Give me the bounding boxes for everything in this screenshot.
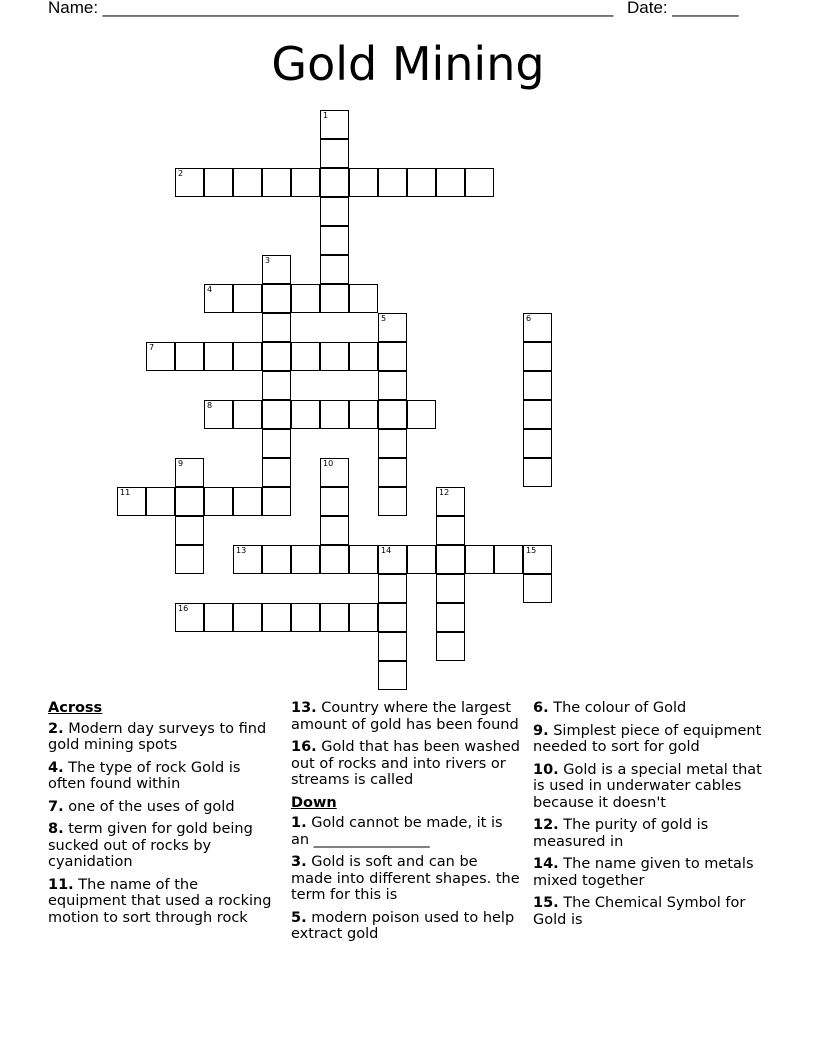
grid-cell[interactable] <box>204 603 233 632</box>
grid-cell[interactable] <box>291 168 320 197</box>
grid-cell[interactable] <box>523 429 552 458</box>
grid-cell[interactable] <box>204 284 233 313</box>
clue-across-16: 16. Gold that has been washed out of rocks and into rivers or streams is called <box>291 739 520 788</box>
grid-cell[interactable] <box>320 168 349 197</box>
clue-column-1 <box>48 700 280 932</box>
grid-cell[interactable] <box>523 574 552 603</box>
grid-cell[interactable] <box>523 545 552 574</box>
clue-across-4: 4. The type of rock Gold is often found within <box>48 759 241 792</box>
clue-across-8: 8. term given for gold being sucked out of rocks by cyanidation <box>48 821 253 870</box>
grid-cell[interactable] <box>378 603 407 632</box>
clue-number-8: 8 <box>207 401 213 410</box>
clue-across-2: 2. Modern day surveys to find gold mining spots <box>48 720 267 753</box>
grid-cell[interactable] <box>320 197 349 226</box>
grid-cell[interactable] <box>436 632 465 661</box>
grid-cell[interactable] <box>436 603 465 632</box>
clue-across-11: 11. The name of the equipment that used a rocking motion to sort through rock <box>48 876 272 926</box>
clue-down-10: 10. Gold is a special metal that is used in underwater cables because it doesn't <box>533 761 762 811</box>
grid-cell[interactable] <box>146 487 175 516</box>
clue-number-10: 10 <box>323 459 334 468</box>
grid-cell[interactable] <box>262 400 291 429</box>
grid-cell[interactable] <box>320 487 349 516</box>
grid-cell[interactable] <box>523 400 552 429</box>
grid-cell[interactable] <box>436 545 465 574</box>
clue-down-15: 15. The Chemical Symbol for Gold is <box>533 895 746 928</box>
grid-cell[interactable] <box>204 168 233 197</box>
grid-cell[interactable] <box>523 342 552 371</box>
grid-cell[interactable] <box>523 371 552 400</box>
clue-number-13: 13 <box>236 546 247 555</box>
across-heading: Across <box>48 700 103 716</box>
grid-cell[interactable] <box>291 400 320 429</box>
grid-cell[interactable] <box>378 458 407 487</box>
grid-cell[interactable] <box>262 603 291 632</box>
grid-cell[interactable] <box>378 168 407 197</box>
grid-cell[interactable] <box>436 516 465 545</box>
clue-number-12: 12 <box>439 488 450 497</box>
grid-cell[interactable] <box>291 603 320 632</box>
grid-cell[interactable] <box>407 545 436 574</box>
clue-column-2 <box>291 700 523 949</box>
grid-cell[interactable] <box>262 458 291 487</box>
grid-cell[interactable] <box>291 342 320 371</box>
grid-cell[interactable] <box>378 342 407 371</box>
grid-cell[interactable] <box>494 545 523 574</box>
clue-number-6: 6 <box>526 314 532 323</box>
clue-number-3: 3 <box>265 256 271 265</box>
grid-cell[interactable] <box>175 516 204 545</box>
grid-cell[interactable] <box>320 458 349 487</box>
grid-cell[interactable] <box>436 168 465 197</box>
grid-cell[interactable] <box>349 545 378 574</box>
grid-cell[interactable] <box>291 284 320 313</box>
grid-cell[interactable] <box>204 400 233 429</box>
grid-cell[interactable] <box>465 168 494 197</box>
clue-number-5: 5 <box>381 314 387 323</box>
grid-cell[interactable] <box>233 545 262 574</box>
clue-number-7: 7 <box>149 343 155 352</box>
grid-cell[interactable] <box>291 545 320 574</box>
name-field-line: Name: ______________________________________________________ <box>48 0 614 17</box>
grid-cell[interactable] <box>320 255 349 284</box>
clue-number-15: 15 <box>526 546 537 555</box>
grid-cell[interactable] <box>320 284 349 313</box>
grid-cell[interactable] <box>349 603 378 632</box>
grid-cell[interactable] <box>378 313 407 342</box>
grid-cell[interactable] <box>436 487 465 516</box>
clue-down-1: 1. Gold cannot be made, it is an ________________ <box>291 815 503 848</box>
grid-cell[interactable] <box>349 168 378 197</box>
grid-cell[interactable] <box>233 400 262 429</box>
date-field-line: Date: _______ <box>627 0 739 17</box>
page-title: Gold Mining <box>271 37 545 91</box>
grid-cell[interactable] <box>378 487 407 516</box>
grid-cell[interactable] <box>262 284 291 313</box>
grid-cell[interactable] <box>349 342 378 371</box>
grid-cell[interactable] <box>204 342 233 371</box>
clue-down-9: 9. Simplest piece of equipment needed to sort for gold <box>533 722 762 755</box>
grid-cell[interactable] <box>262 545 291 574</box>
grid-cell[interactable] <box>378 574 407 603</box>
clue-down-12: 12. The purity of gold is measured in <box>533 817 709 850</box>
grid-cell[interactable] <box>407 168 436 197</box>
grid-cell[interactable] <box>262 429 291 458</box>
grid-cell[interactable] <box>378 371 407 400</box>
clue-column-3 <box>533 700 765 934</box>
grid-cell[interactable] <box>378 429 407 458</box>
clue-number-9: 9 <box>178 459 184 468</box>
grid-cell[interactable] <box>523 458 552 487</box>
grid-cell[interactable] <box>175 458 204 487</box>
clue-down-6: 6. The colour of Gold <box>533 700 687 716</box>
grid-cell[interactable] <box>262 313 291 342</box>
clue-number-11: 11 <box>120 488 131 497</box>
clue-number-16: 16 <box>178 604 189 613</box>
grid-cell[interactable] <box>175 603 204 632</box>
grid-cell[interactable] <box>465 545 494 574</box>
grid-cell[interactable] <box>320 139 349 168</box>
clue-down-3: 3. Gold is soft and can be made into different shapes. the term for this is <box>291 854 520 903</box>
grid-cell[interactable] <box>407 400 436 429</box>
clue-across-13: 13. Country where the largest amount of gold has been found <box>291 700 519 733</box>
grid-cell[interactable] <box>146 342 175 371</box>
grid-cell[interactable] <box>320 342 349 371</box>
grid-cell[interactable] <box>262 168 291 197</box>
grid-cell[interactable] <box>378 661 407 690</box>
grid-cell[interactable] <box>378 400 407 429</box>
grid-cell[interactable] <box>117 487 146 516</box>
grid-cell[interactable] <box>233 603 262 632</box>
grid-cell[interactable] <box>233 168 262 197</box>
grid-cell[interactable] <box>378 632 407 661</box>
grid-cell[interactable] <box>320 110 349 139</box>
grid-cell[interactable] <box>262 371 291 400</box>
clue-down-14: 14. The name given to metals mixed together <box>533 856 754 889</box>
grid-cell[interactable] <box>349 284 378 313</box>
grid-cell[interactable] <box>523 313 552 342</box>
grid-cell[interactable] <box>436 574 465 603</box>
down-heading: Down <box>291 794 337 811</box>
grid-cell[interactable] <box>349 400 378 429</box>
grid-cell[interactable] <box>175 487 204 516</box>
clue-number-14: 14 <box>381 546 392 555</box>
clue-number-1: 1 <box>323 111 329 120</box>
grid-cell[interactable] <box>175 168 204 197</box>
grid-cell[interactable] <box>320 545 349 574</box>
clue-number-2: 2 <box>178 169 184 178</box>
grid-cell[interactable] <box>320 516 349 545</box>
grid-cell[interactable] <box>175 545 204 574</box>
grid-cell[interactable] <box>233 342 262 371</box>
grid-cell[interactable] <box>262 487 291 516</box>
grid-cell[interactable] <box>320 226 349 255</box>
grid-cell[interactable] <box>204 487 233 516</box>
grid-cell[interactable] <box>233 284 262 313</box>
grid-cell[interactable] <box>320 603 349 632</box>
clue-number-4: 4 <box>207 285 213 294</box>
grid-cell[interactable] <box>233 487 262 516</box>
clue-across-7: 7. one of the uses of gold <box>48 798 235 815</box>
grid-cell[interactable] <box>262 255 291 284</box>
clue-down-5: 5. modern poison used to help extract gold <box>291 909 515 942</box>
grid-cell[interactable] <box>320 400 349 429</box>
grid-cell[interactable] <box>262 342 291 371</box>
grid-cell[interactable] <box>378 545 407 574</box>
grid-cell[interactable] <box>175 342 204 371</box>
